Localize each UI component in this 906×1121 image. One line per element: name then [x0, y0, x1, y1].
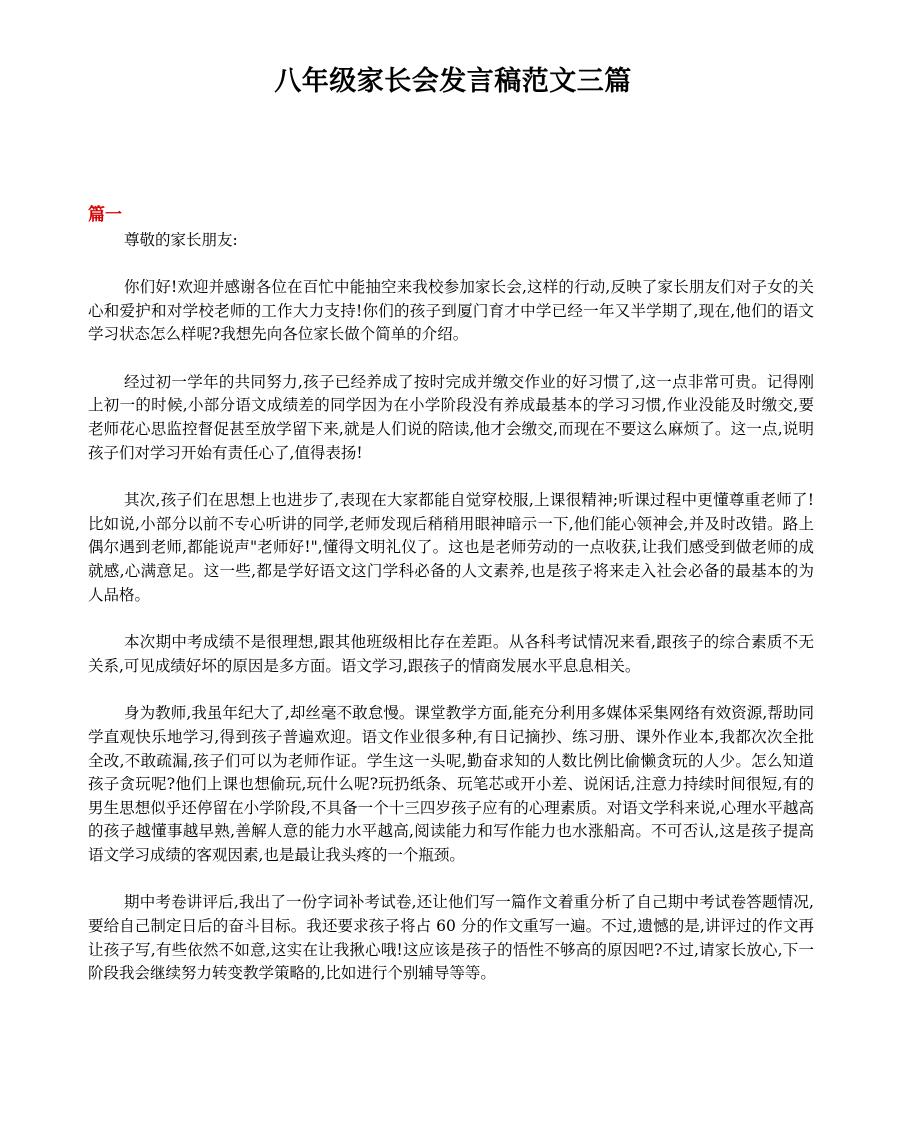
paragraph-5: 身为教师,我虽年纪大了,却丝毫不敢怠慢。课堂教学方面,能充分利用多媒体采集网络有效资源,帮助同学直观快乐地学习,得到孩子普遍欢迎。语文作业很多种,有日记摘抄、练习册、课外作业本,我都次次全批全改,不敢疏漏,孩子们可以为老师作证。学生这一头呢,勤奋求知的人数比例比偷懒贪玩的人少。怎么知道孩子贪玩呢?他们上课也想偷玩,玩什么呢?玩扔纸条、玩笔芯或开小差、说闲话,注意力持续时间很短,有的男生思想似乎还停留在小学阶段,不具备一个十三四岁孩子应有的心理素质。对语文学科来说,心理水平越高的孩子越懂事越早熟,善解人意的能力水平越高,阅读能力和写作能力也水涨船高。不可否认,这是孩子提高语文学习成绩的客观因素,也是最让我头疼的一个瓶颈。 — [88, 704, 814, 864]
document-title: 八年级家长会发言稿范文三篇 — [274, 66, 632, 97]
paragraph-1: 你们好!欢迎并感谢各位在百忙中能抽空来我校参加家长会,这样的行动,反映了家长朋友们对子女的关心和爱护和对学校老师的工作大力支持!你们的孩子到厦门育才中学已经一年又半学期了,现在,他们的语文学习状态怎么样呢?我想先向各位家长做个简单的介绍。 — [88, 278, 814, 344]
document-body — [88, 204, 814, 986]
paragraph-6: 期中考卷讲评后,我出了一份字词补考试卷,还让他们写一篇作文着重分析了自己期中考试卷答题情况,要给自己制定日后的奋斗目标。我还要求孩子将占 60 分的作文重写一遍。不过,遗憾的是,讲评过的作文再让孩子写,有些依然不如意,这实在让我揪心哦!这应该是孩子的悟性不够高的原因吧?不过,请家长放心,下一阶段我会继续努力转变教学策略的,比如进行个别辅导等等。 — [88, 893, 814, 983]
paragraph-3: 其次,孩子们在思想上也进步了,表现在大家都能自觉穿校服,上课很精神;听课过程中更懂尊重老师了!比如说,小部分以前不专心听讲的同学,老师发现后稍稍用眼神暗示一下,他们能心领神会,并及时改错。路上偶尔遇到老师,都能说声"老师好!",懂得文明礼仪了。这也是老师劳动的一点收获,让我们感受到做老师的成就感,心满意足。这一些,都是学好语文这门学科必备的人文素养,也是孩子将来走入社会必备的最基本的为人品格。 — [88, 491, 814, 604]
paragraph-4: 本次期中考成绩不是很理想,跟其他班级相比存在差距。从各科考试情况来看,跟孩子的综合素质不无关系,可见成绩好坏的原因是多方面。语文学习,跟孩子的情商发展水平息息相关。 — [88, 633, 814, 675]
salutation: 尊敬的家长朋友: — [124, 231, 238, 249]
paragraph-2: 经过初一学年的共同努力,孩子已经养成了按时完成并缴交作业的好习惯了,这一点非常可贵。记得刚上初一的时候,小部分语文成绩差的同学因为在小学阶段没有养成最基本的学习习惯,作业没能及时缴交,要老师花心思监控督促甚至放学留下来,就是人们说的陪读,他才会缴交,而现在不要这么麻烦了。这一点,说明孩子们对学习开始有责任心了,值得表扬! — [88, 372, 814, 462]
section-label: 篇一 — [88, 205, 122, 225]
